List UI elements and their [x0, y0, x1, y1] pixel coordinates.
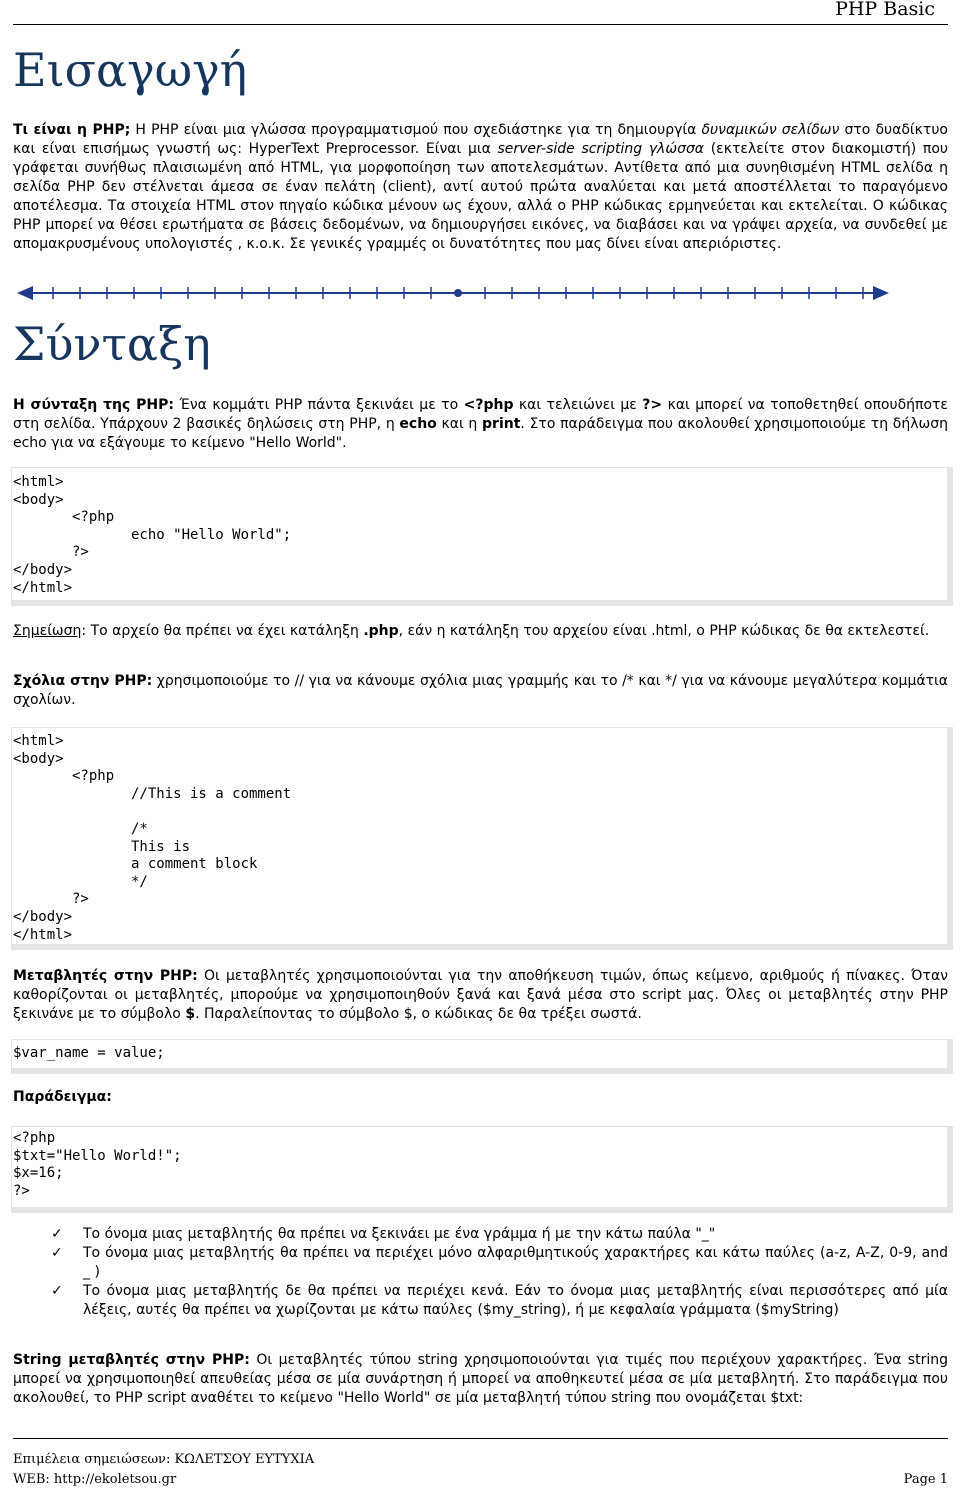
list-item: ✓ Το όνομα μιας μεταβλητής δε θα πρέπει να περιέχει κενά. Εάν το όνομα μιας μεταβλητής είναι περισσότερες από μία λέξεις, αυτές θα πρέπει να χωρίζονται με κάτω παύλες ($my_string), ή με κεφαλαία γράμματα ($myString) — [51, 1283, 948, 1318]
header-title: PHP Basic — [835, 0, 935, 20]
ruler-divider — [13, 282, 893, 304]
code-block-hello-world — [11, 467, 953, 606]
code-block-var-syntax — [11, 1039, 953, 1074]
note-label: Σημείωση — [13, 623, 82, 639]
example-label: Παράδειγμα: — [13, 1089, 112, 1105]
comments-paragraph: Σχόλια στην PHP: χρησιμοποιούμε το // για να κάνουμε σχόλια μιας γραμμής και το /* και */ για να κάνουμε μεγαλύτερα κομμάτια σχολίων. — [13, 673, 948, 708]
code-block-example — [11, 1126, 953, 1213]
variables-paragraph: Μεταβλητές στην PHP: Οι μεταβλητές χρησιμοποιούνται για την αποθήκευση τιμών, όπως κείμενο, αριθμούς ή πίνακες. Όταν καθορίζονται οι μεταβλητές, μπορούμε να χρησιμοποιηθούν ξανά και ξανά μέσα στο script μας. Όλες οι μεταβλητές στην PHP ξεκινάνε με το σύμβολο $. Παραλείποντας το σύμβολο $, ο κώδικας δε θα τρέξει σωστά. — [13, 968, 949, 1022]
code-block-comments — [11, 727, 953, 950]
syntax-paragraph: Η σύνταξη της PHP: Ένα κομμάτι PHP πάντα ξεκινάει με το <?php και τελειώνει με ?> και μπορεί να τοποθετηθεί οπουδήποτε στη σελίδα. Υπάρχουν 2 βασικές δηλώσεις στη PHP, η echo και η print. Στο παράδειγμα που ακολουθεί χρησιμοποιούμε τη δήλωση echo για να εξάγουμε το κείμενο "Hello World". — [13, 397, 948, 451]
footer-editor: Επιμέλεια σημειώσεων: ΚΩΛΕΤΣΟΥ ΕΥΤΥΧΙΑ — [13, 1452, 315, 1467]
variable-rules-list — [13, 1225, 948, 1320]
check-icon: ✓ — [51, 1245, 63, 1261]
intro-question: Τι είναι η PHP; — [13, 122, 131, 138]
strings-paragraph: String μεταβλητές στην PHP: Οι μεταβλητές τύπου string χρησιμοποιούνται για τιμές που περιέχουν χαρακτήρες. Ένα string μπορεί να χρησιμοποιηθεί απευθείας μέσα σε μία συνάρτηση ή μπορεί να αποθηκευτεί μέσα σε μία μεταβλητή. Στο παράδειγμα που ακολουθεί, το PHP script αναθέτει το κείμενο "Hello World" σε μία μεταβλητή τύπου string που ονομάζεται $txt: — [13, 1352, 948, 1406]
code-hello-world: <html> <body> <?php echo "Hello World"; ?> </body> </html> — [13, 474, 292, 596]
heading-introduction: Εισαγωγή — [13, 43, 248, 97]
footer-web-row — [13, 1471, 948, 1491]
code-var-syntax: $var_name = value; — [13, 1045, 165, 1061]
check-icon: ✓ — [51, 1283, 63, 1299]
note-paragraph: Σημείωση: Το αρχείο θα πρέπει να έχει κατάληξη .php, εάν η κατάληξη του αρχείου είναι .html, ο PHP κώδικας δε θα εκτελεστεί. — [13, 623, 930, 639]
page-header — [13, 0, 948, 25]
list-item: ✓ Το όνομα μιας μεταβλητής θα πρέπει να περιέχει μόνο αλφαριθμητικούς χαρακτήρες και κάτω παύλες (a-z, A-Z, 0-9, and _ ) — [51, 1245, 948, 1280]
page-number: Page 1 — [903, 1472, 948, 1487]
heading-syntax: Σύνταξη — [13, 317, 211, 371]
code-comments: <html> <body> <?php //This is a comment /* This is a comment block */ ?> </body> </html> — [13, 733, 292, 943]
page-footer — [13, 1438, 948, 1491]
check-icon: ✓ — [51, 1226, 63, 1242]
intro-paragraph: Τι είναι η PHP; Η PHP είναι μια γλώσσα προγραμματισμού που σχεδιάστηκε για τη δημιουργία δυναμικών σελίδων στο δυαδίκτυο και είναι επισήμως γνωστή ως: HyperText Preprocessor. Είναι μια server-side scripting γλώσσα (εκτελείτε στον διακομιστή) που γράφεται συνήθως πλαισιωμένη από HTML, για μορφοποίηση των αποτελεσμάτων. Αντίθετα από μια συνηθισμένη HTML σελίδα η σελίδα PHP δεν στέλνεται άμεσα σε έναν πελάτη (client), αντί αυτού πρώτα αναλύεται και μετά αποστέλλεται το παραγόμενο αποτέλεσμα. Τα στοιχεία HTML στον πηγαίο κώδικα μένουν ως έχουν, αλλά ο PHP κώδικας ερμηνεύεται και εκτελείται. Ο κώδικας PHP μπορεί να θέσει ερωτήματα σε βάσεις δεδομένων, να δημιουργήσει εικόνες, να διαβάσει και να γράψει αρχεία, να συνδεθεί με απομακρυσμένους υπολογιστές , κ.ο.κ. Σε γενικές γραμμές οι δυνατότητες που μας δίνει είναι απεριόριστες. — [13, 122, 948, 252]
document-page — [13, 0, 948, 1491]
code-example: <?php $txt="Hello World!"; $x=16; ?> — [13, 1130, 182, 1199]
list-item: ✓ Το όνομα μιας μεταβλητής θα πρέπει να ξεκινάει με ένα γράμμα ή με την κάτω παύλα "_" — [51, 1226, 716, 1242]
footer-web-link[interactable]: WEB: http://ekoletsou.gr — [13, 1472, 177, 1487]
